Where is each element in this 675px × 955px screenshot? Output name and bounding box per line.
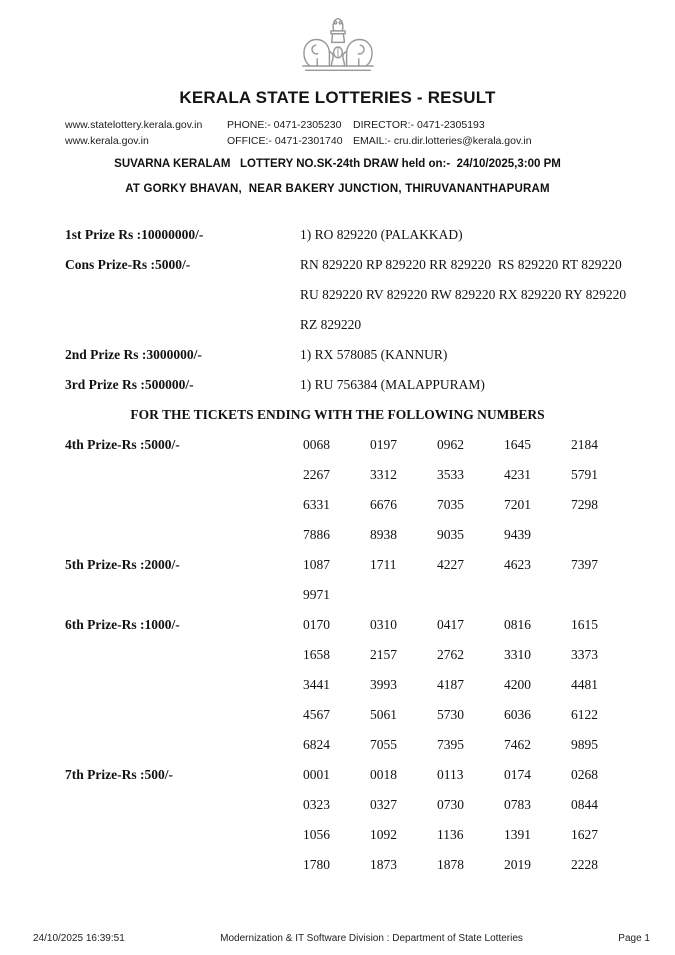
top-prizes [0, 220, 675, 400]
prize-value-line: RN 829220 RP 829220 RR 829220 RS 829220 RT 829220 [300, 257, 622, 272]
ticket-number: 5061 [370, 707, 397, 722]
prize-label: 7th Prize-Rs :500/- [65, 767, 173, 782]
ticket-number-row [303, 790, 675, 820]
ticket-number: 6331 [303, 497, 330, 512]
ticket-number: 7462 [504, 737, 531, 752]
ticket-number: 0068 [303, 437, 330, 452]
ticket-number: 9035 [437, 527, 464, 542]
page-footer [0, 933, 675, 944]
ticket-number-grid [300, 430, 675, 550]
ticket-number: 3310 [504, 647, 531, 662]
ticket-number: 1056 [303, 827, 330, 842]
section-header: FOR THE TICKETS ENDING WITH THE FOLLOWING NUMBERS [130, 407, 545, 422]
ticket-number-row [303, 490, 675, 520]
ticket-number: 3441 [303, 677, 330, 692]
ticket-number: 4231 [504, 467, 531, 482]
prize-row [0, 340, 675, 370]
ticket-number: 1136 [437, 827, 464, 842]
ticket-number: 3373 [571, 647, 598, 662]
ticket-number: 1087 [303, 557, 330, 572]
prize-value [300, 250, 675, 340]
ticket-number: 0001 [303, 767, 330, 782]
ticket-number: 4200 [504, 677, 531, 692]
ticket-number: 6824 [303, 737, 330, 752]
ticket-number: 1627 [571, 827, 598, 842]
ticket-number-row [303, 760, 675, 790]
ticket-number: 2184 [571, 437, 598, 452]
ticket-number: 1711 [370, 557, 397, 572]
ending-prize-row [0, 610, 675, 760]
prize-label: 5th Prize-Rs :2000/- [65, 557, 180, 572]
ticket-number: 0844 [571, 797, 598, 812]
phone-number: PHONE:- 0471-2305230 [227, 119, 342, 131]
ending-prize-row [0, 550, 675, 610]
prize-value-line: 1) RX 578085 (KANNUR) [300, 347, 448, 362]
ticket-number: 4567 [303, 707, 330, 722]
ticket-number: 6676 [370, 497, 397, 512]
prize-value-line: RU 829220 RV 829220 RW 829220 RX 829220 RY 829220 [300, 287, 627, 302]
ticket-number: 7201 [504, 497, 531, 512]
prize-row [0, 250, 675, 340]
ticket-number: 1780 [303, 857, 330, 872]
ticket-number: 7886 [303, 527, 330, 542]
ticket-number: 1391 [504, 827, 531, 842]
ending-prize-row [0, 430, 675, 550]
ticket-number-row [303, 460, 675, 490]
ticket-number: 0327 [370, 797, 397, 812]
results-body [0, 220, 675, 880]
ending-prizes [0, 430, 675, 880]
ticket-number: 4481 [571, 677, 598, 692]
ticket-number: 9439 [504, 527, 531, 542]
prize-value [300, 340, 675, 370]
ticket-number: 0268 [571, 767, 598, 782]
prize-row [0, 370, 675, 400]
office-number: OFFICE:- 0471-2301740 [227, 134, 343, 147]
ticket-number: 2228 [571, 857, 598, 872]
ticket-number-row [303, 640, 675, 670]
ticket-number-row [303, 610, 675, 640]
ticket-number: 0962 [437, 437, 464, 452]
ticket-number: 1878 [437, 857, 464, 872]
prize-label: 2nd Prize Rs :3000000/- [65, 347, 202, 362]
prize-value-line: RZ 829220 [300, 317, 362, 332]
contact-row-2 [65, 134, 675, 150]
contact-row-1 [65, 118, 675, 134]
ticket-number: 1092 [370, 827, 397, 842]
ticket-number: 0197 [370, 437, 397, 452]
ticket-number: 7298 [571, 497, 598, 512]
ticket-number: 0310 [370, 617, 397, 632]
ticket-number: 0323 [303, 797, 330, 812]
ticket-number-row [303, 700, 675, 730]
prize-label: 6th Prize-Rs :1000/- [65, 617, 180, 632]
ticket-number-grid [300, 760, 675, 880]
ticket-number: 0417 [437, 617, 464, 632]
ticket-number: 4187 [437, 677, 464, 692]
prize-row [0, 220, 675, 250]
ticket-number: 3312 [370, 467, 397, 482]
ticket-number: 1615 [571, 617, 598, 632]
ticket-number: 9971 [303, 587, 330, 602]
draw-info-line: SUVARNA KERALAM LOTTERY NO.SK-24th DRAW held on:- 24/10/2025,3:00 PM [114, 158, 561, 170]
ticket-number: 2762 [437, 647, 464, 662]
ticket-number: 3533 [437, 467, 464, 482]
ticket-number: 1873 [370, 857, 397, 872]
email-address: EMAIL:- cru.dir.lotteries@kerala.gov.in [353, 134, 532, 147]
prize-label: 1st Prize Rs :10000000/- [65, 227, 204, 242]
ticket-number: 2267 [303, 467, 330, 482]
ticket-number: 0018 [370, 767, 397, 782]
division-credit: Modernization & IT Software Division : Department of State Lotteries [220, 933, 523, 944]
kerala-state-emblem-icon [295, 10, 381, 79]
ticket-number: 4623 [504, 557, 531, 572]
ticket-number-row [303, 520, 675, 550]
ticket-number: 1645 [504, 437, 531, 452]
website-kerala: www.kerala.gov.in [65, 134, 149, 147]
ticket-number: 2157 [370, 647, 397, 662]
ticket-number: 1658 [303, 647, 330, 662]
prize-label: Cons Prize-Rs :5000/- [65, 257, 191, 272]
prize-value [300, 220, 675, 250]
ticket-number: 7055 [370, 737, 397, 752]
ticket-number: 0174 [504, 767, 531, 782]
ticket-number-row [303, 550, 675, 580]
ticket-number-row [303, 580, 675, 610]
ticket-number-row [303, 820, 675, 850]
contact-block [65, 118, 675, 149]
ticket-number-row [303, 730, 675, 760]
ending-prize-row [0, 760, 675, 880]
ticket-number: 6122 [571, 707, 598, 722]
ticket-number-grid [300, 610, 675, 760]
prize-label: 4th Prize-Rs :5000/- [65, 437, 180, 452]
website-statelottery: www.statelottery.kerala.gov.in [65, 119, 203, 131]
ticket-number: 5730 [437, 707, 464, 722]
prize-label: 3rd Prize Rs :500000/- [65, 377, 194, 392]
ticket-number: 0816 [504, 617, 531, 632]
ticket-number: 9895 [571, 737, 598, 752]
ticket-number: 7397 [571, 557, 598, 572]
ticket-number: 8938 [370, 527, 397, 542]
ticket-number: 4227 [437, 557, 464, 572]
ticket-number-grid [300, 550, 675, 610]
ticket-number-row [303, 430, 675, 460]
page-title: KERALA STATE LOTTERIES - RESULT [179, 88, 496, 107]
ticket-number: 0113 [437, 767, 464, 782]
ticket-number-row [303, 850, 675, 880]
ticket-number: 6036 [504, 707, 531, 722]
ticket-number: 7035 [437, 497, 464, 512]
ticket-number: 0783 [504, 797, 531, 812]
director-number: DIRECTOR:- 0471-2305193 [353, 119, 485, 131]
page-number: Page 1 [618, 933, 650, 944]
prize-value [300, 370, 675, 400]
ticket-number-row [303, 670, 675, 700]
venue-line: AT GORKY BHAVAN, NEAR BAKERY JUNCTION, THIRUVANANTHAPURAM [125, 183, 550, 195]
ticket-number: 7395 [437, 737, 464, 752]
ticket-number: 0730 [437, 797, 464, 812]
ticket-number: 2019 [504, 857, 531, 872]
ticket-number: 3993 [370, 677, 397, 692]
ticket-number: 5791 [571, 467, 598, 482]
prize-value-line: 1) RO 829220 (PALAKKAD) [300, 227, 463, 242]
ticket-number: 0170 [303, 617, 330, 632]
generated-timestamp: 24/10/2025 16:39:51 [33, 933, 125, 944]
prize-value-line: 1) RU 756384 (MALAPPURAM) [300, 377, 485, 392]
